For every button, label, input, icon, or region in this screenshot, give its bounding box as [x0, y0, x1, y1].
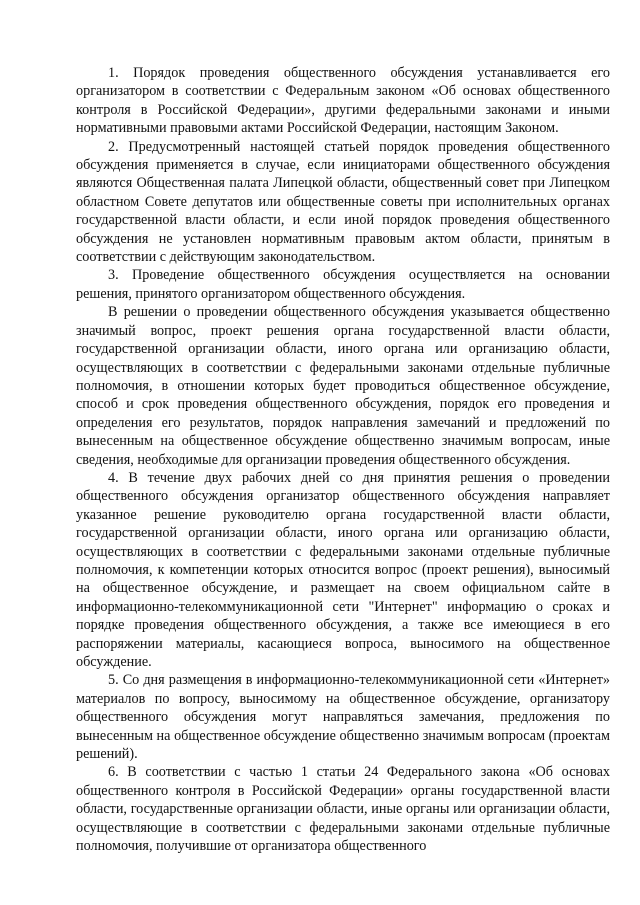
paragraph-1: 1. Порядок проведения общественного обсуждения устанавливается его организатором в соответствии с Федеральным законом «Об основах общественного контроля в Российской Федерации», другими федеральными законами и иными нормативными правовыми актами Российской Федерации, настоящим Законом. [76, 65, 610, 137]
paragraph-4: В решении о проведении общественного обсуждения указывается общественно значимый вопрос, проект решения органа государственной власти области, государственной организации области, иного органа или организацию области, осуществляющих в соответствии с федеральными законами отдельные публичные полномочия, в отношении которых будет проводиться общественное обсуждение, способ и срок проведения общественного обсуждения, порядок его проведения и определения его результатов, порядок направления замечаний и предложений по вынесенным на общественное обсуждение общественно значимым вопросам, иные сведения, необходимые для организации проведения общественного обсуждения. [76, 304, 610, 468]
paragraph-6: 5. Со дня размещения в информационно-телекоммуникационной сети «Интернет» материалов по вопросу, выносимому на общественное обсуждение, организатору общественного обсуждения могут направляться замечания, предложения по вынесенным на общественное обсуждение общественно значимым вопросам (проектам решений). [76, 672, 610, 763]
paragraph-5: 4. В течение двух рабочих дней со дня принятия решения о проведении общественного обсуждения организатор общественного обсуждения направляет указанное решение руководителю органа государственной власти области, государственной организации области, иного органа или организацию области, осуществляющих в соответствии с федеральными законами отдельные публичные полномочия, к компетенции которых относится вопрос (проект решения), выносимый на общественное обсуждение, и размещает на своем официальном сайте в информационно-телекоммуникационной сети "Интернет" информацию о сроках и порядке проведения общественного обсуждения, а также все имеющиеся в его распоряжении материалы, касающиеся вопроса, выносимого на общественное обсуждение. [76, 469, 610, 670]
paragraph-7: 6. В соответствии с частью 1 статьи 24 Федерального закона «Об основах общественного контроля в Российской Федерации» органы государственной власти области, государственные организации области, иные органы или организации области, осуществляющие в соответствии с федеральными законами отдельные публичные полномочия, получившие от организатора общественного [76, 764, 610, 855]
document-page [76, 64, 610, 855]
paragraph-3: 3. Проведение общественного обсуждения осуществляется на основании решения, принятого организатором общественного обсуждения. [76, 267, 610, 302]
paragraph-2: 2. Предусмотренный настоящей статьей порядок проведения общественного обсуждения применяется в случае, если инициаторами общественного обсуждения являются Общественная палата Липецкой области, общественный совет при Липецком областном Совете депутатов или общественные советы при исполнительных органах государственной власти области, и если иной порядок проведения общественного обсуждения не установлен нормативным правовым актом области, принятым в соответствии с действующим законодательством. [76, 138, 610, 266]
